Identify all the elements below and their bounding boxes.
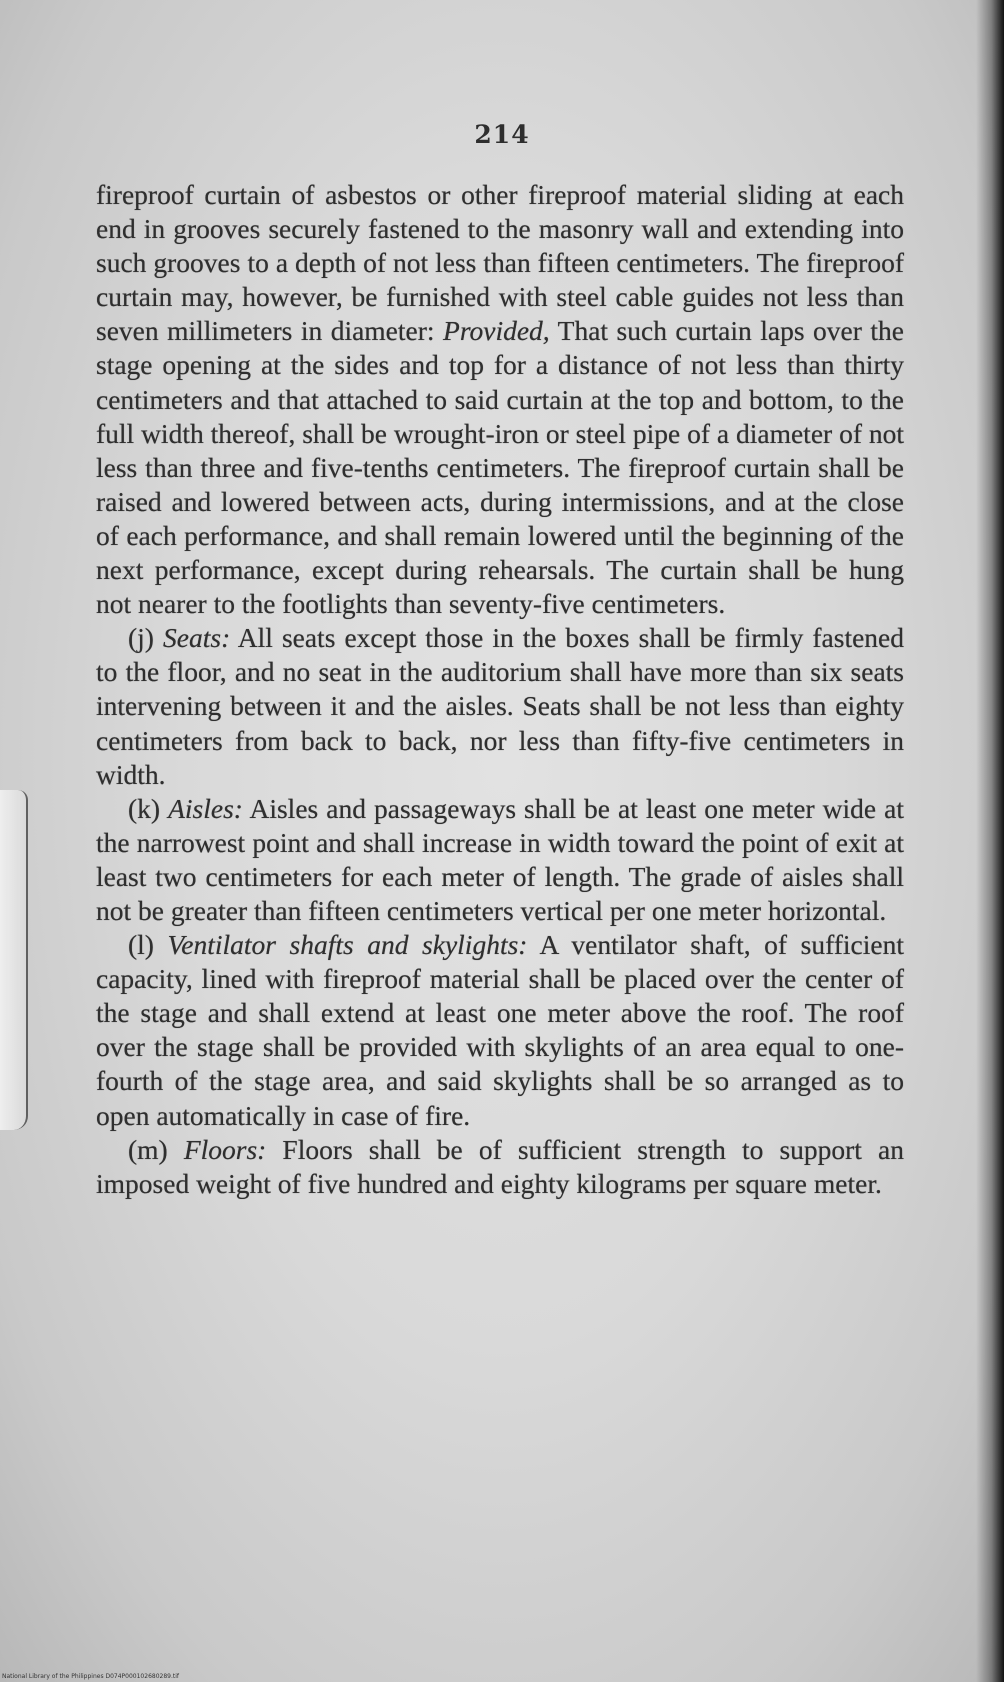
paragraph-body: fireproof curtain of asbestos or other fireproof material sliding at each end in grooves securely fastened to the masonry wall and extending into such grooves to a depth of not less than fifteen centimeters. The fireproof curtain may, however, be furnished with steel cable guides not less than seven millimeters in diameter: — [96, 179, 904, 347]
paragraph-body-after: That such curtain laps over the stage opening at the sides and top for a distance of not less than thirty centimeters and that attached to said curtain at the top and bottom, to the full width thereof, shall be wrought-iron or steel pipe of a diameter of not less than three and five-tenths centimeters. The fireproof curtain shall be raised and lowered between acts, during intermissions, and at the close of each performance, and shall remain lowered until the beginning of the next performance, except during rehearsals. The curtain shall be hung not nearer to the footlights than seventy-five centimeters. — [96, 315, 904, 620]
paragraph-aisles — [96, 792, 904, 928]
body-text — [96, 178, 904, 1201]
paragraph-curtain — [96, 178, 904, 621]
paragraph-body: Floors shall be of sufficient strength to support an imposed weight of five hundred and eighty kilograms per square meter. — [96, 1133, 904, 1199]
paragraph-label: (m) — [128, 1133, 168, 1165]
paragraph-body: Aisles and passageways shall be at least one meter wide at the narrowest point and shall increase in width toward the point of exit at least two centimeters for each meter of length. The grade of aisles shall not be greater than fifteen centimeters vertical per one meter horizontal. — [96, 792, 904, 926]
page-edge-fold — [0, 790, 28, 1130]
page-number: 214 — [474, 120, 530, 149]
paragraph-seats — [96, 621, 904, 791]
paragraph-body: A ventilator shaft, of sufficient capacity, lined with fireproof material shall be placed over the center of the stage and shall extend at least one meter above the roof. The roof over the stage shall be provided with skylights of an area equal to one-fourth of the stage area, and said skylights shall be so arranged as to open automatically in case of fire. — [96, 929, 904, 1131]
paragraph-label: (l) — [128, 929, 154, 961]
paragraph-heading: Ventilator shafts and skylights: — [167, 929, 528, 961]
source-footer: National Library of the Philippines D074P000102680289.tif — [2, 1673, 180, 1680]
paragraph-heading: Floors: — [183, 1133, 267, 1165]
paragraph-heading: Seats: — [163, 622, 231, 654]
paragraph-floors — [96, 1133, 904, 1201]
paragraph-ventilator — [96, 928, 904, 1133]
paragraph-heading: Aisles: — [168, 792, 243, 824]
paragraph-label: (k) — [128, 792, 161, 824]
paragraph-label: (j) — [128, 622, 154, 654]
spine-shadow — [976, 0, 1004, 1682]
paragraph-body: All seats except those in the boxes shall be firmly fastened to the floor, and no seat in the auditorium shall have more than six seats intervening between it and the aisles. Seats shall be not less than eighty centimeters from back to back, nor less than fifty-five centimeters in width. — [96, 622, 904, 790]
paragraph-emphasis: Provided, — [443, 315, 550, 347]
